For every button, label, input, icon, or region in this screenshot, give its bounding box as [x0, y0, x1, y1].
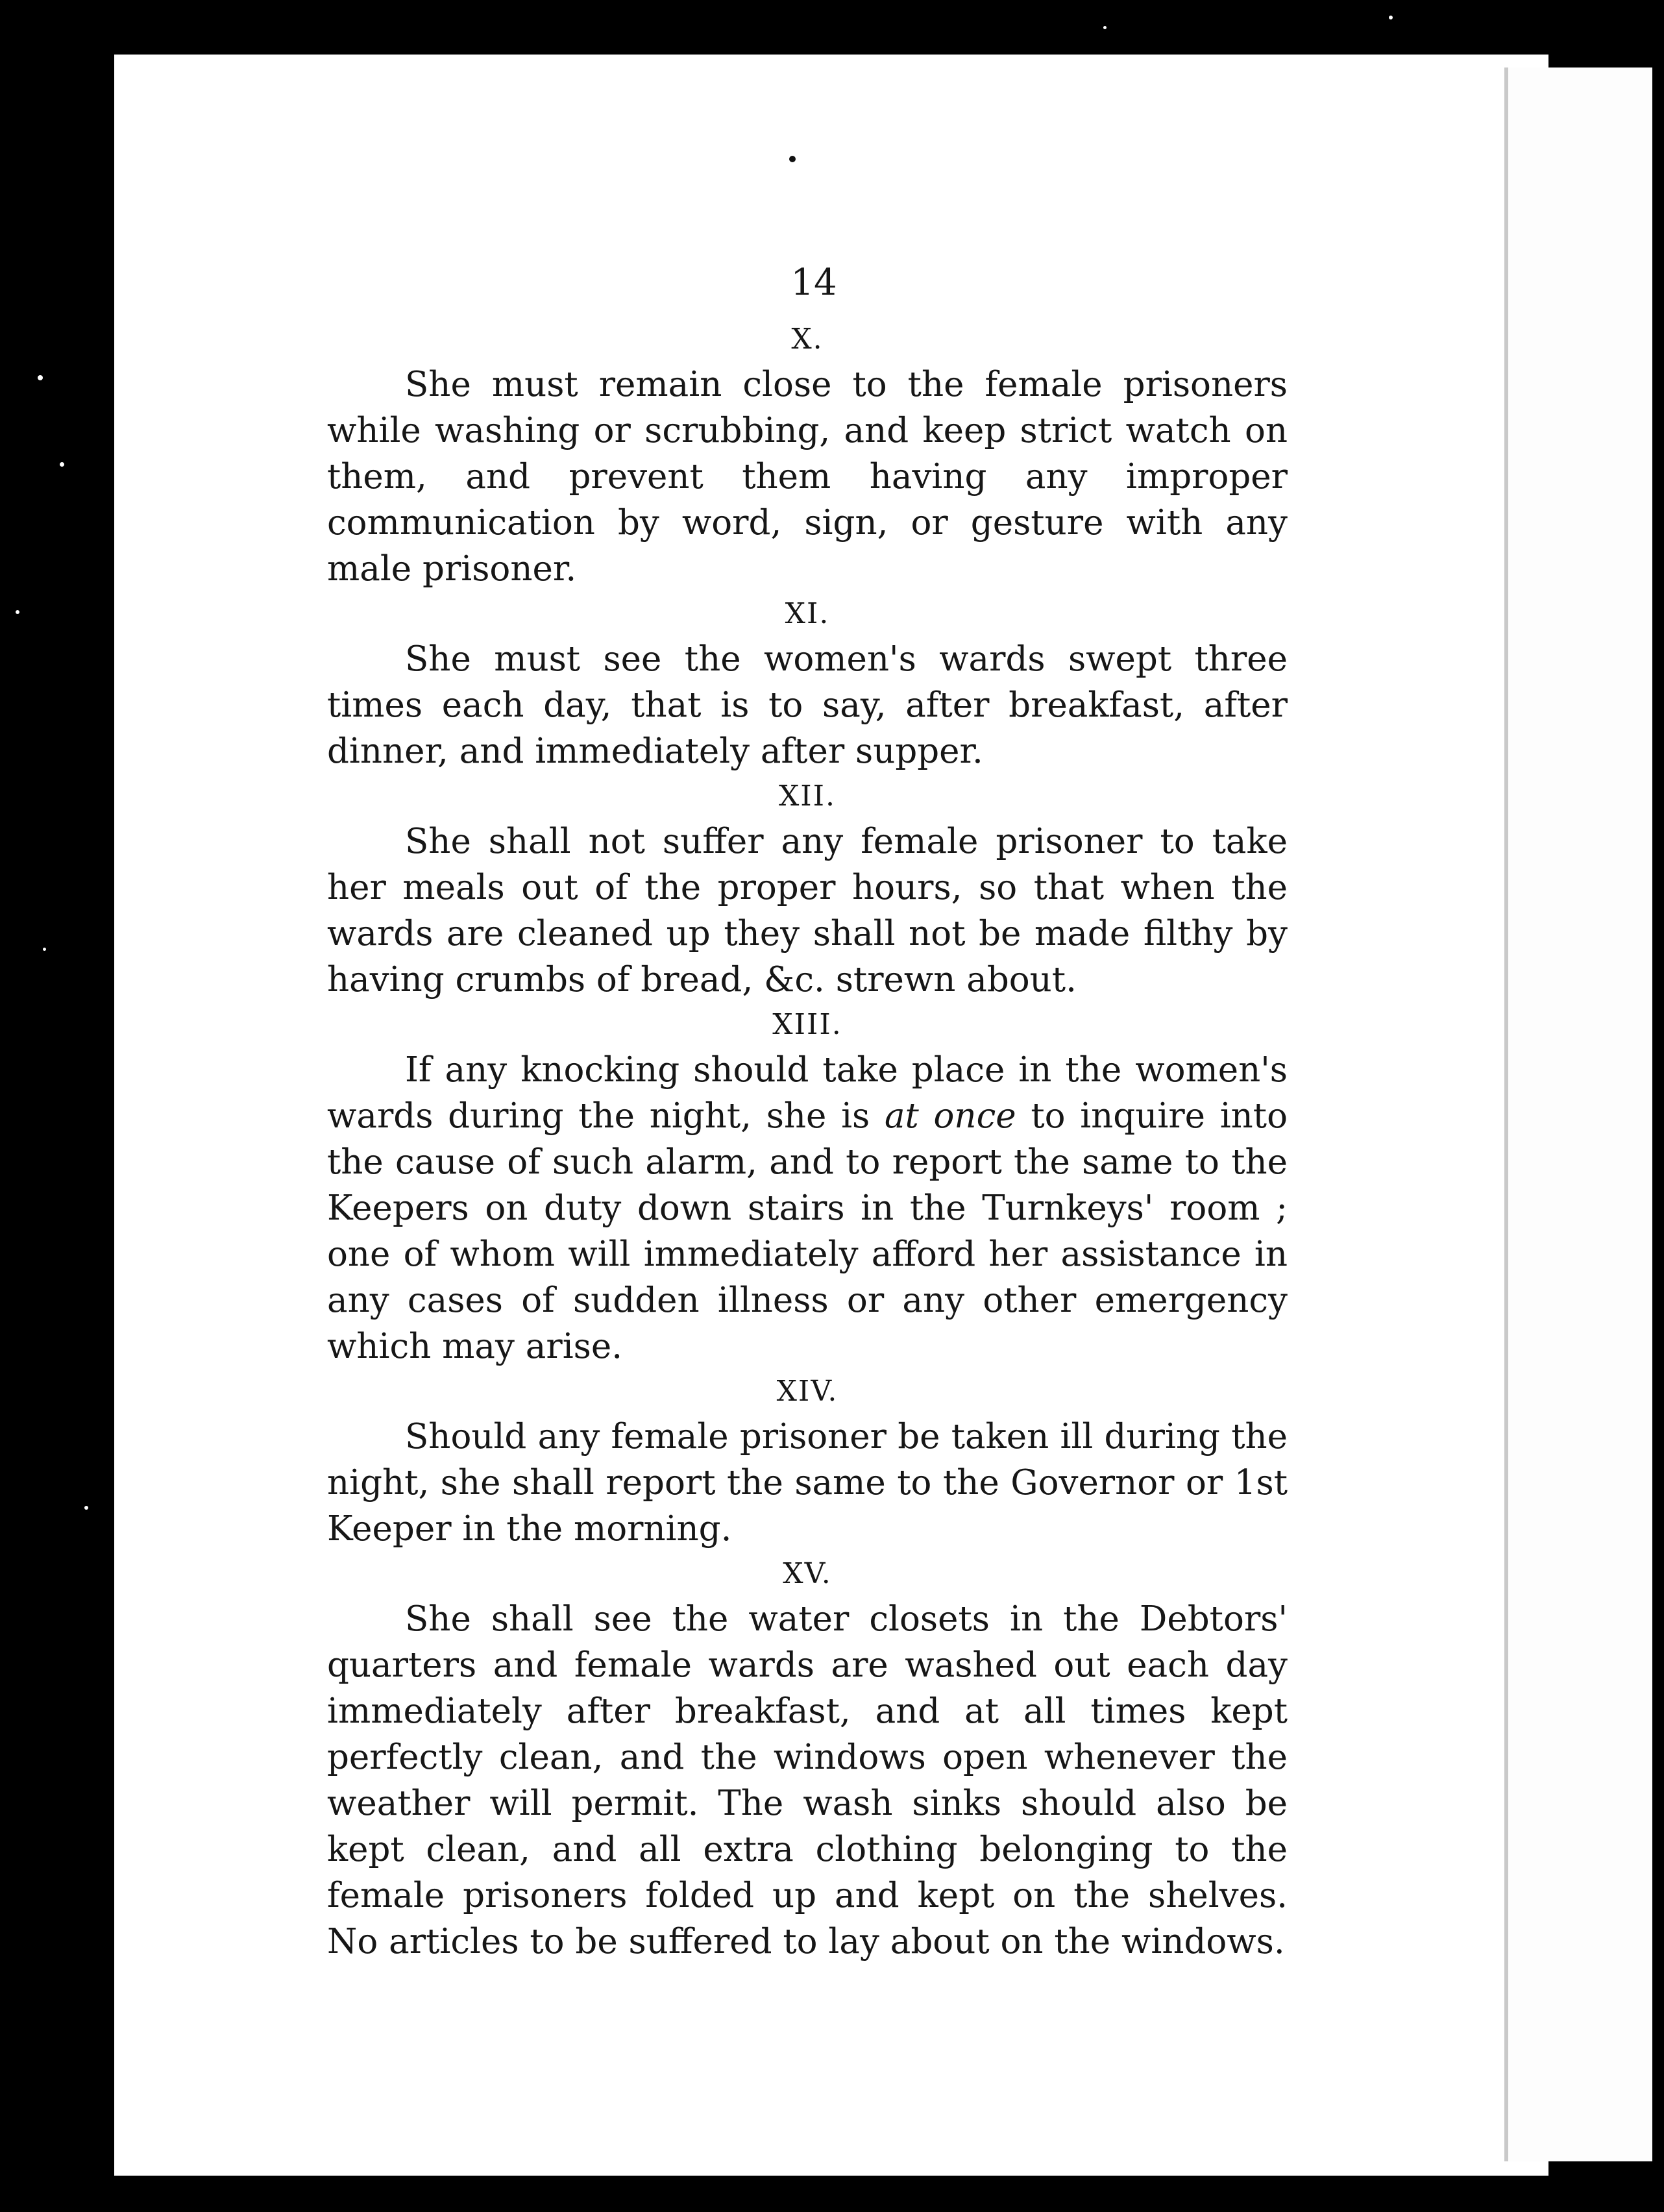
- rule-x: [327, 317, 1288, 592]
- section-numeral: XIII.: [772, 1008, 842, 1041]
- paragraph-text: If any knocking should take place in the women's wards during the night, she is: [327, 1050, 1288, 1136]
- scan-speck: [1103, 26, 1107, 29]
- section-paragraph: She shall not suffer any female prisoner to take her meals out of the proper hours, so that when the wards are cleaned up they shall not be made filthy by having crumbs of bread, &c. strewn about.: [327, 822, 1288, 1000]
- scan-speck: [1389, 16, 1393, 19]
- page-number: 14: [790, 262, 837, 304]
- adjacent-page-edge: [1504, 68, 1652, 2161]
- page-text: [327, 260, 1288, 1965]
- scan-speck: [84, 1506, 88, 1510]
- section-numeral: XI.: [785, 597, 830, 630]
- scan-speck: [43, 948, 46, 951]
- section-paragraph: Should any female prisoner be taken ill during the night, she shall report the same to the Governor or 1st Keeper in the morning.: [327, 1417, 1288, 1549]
- rule-xv: [327, 1552, 1288, 1965]
- section-numeral: X.: [791, 323, 824, 356]
- section-numeral: XV.: [783, 1557, 832, 1590]
- ink-dot: [789, 156, 796, 162]
- section-paragraph: She must see the women's wards swept three times each day, that is to say, after breakfast, after dinner, and immediately after supper.: [327, 639, 1288, 771]
- section-numeral: XII.: [778, 780, 837, 813]
- rule-xi: [327, 592, 1288, 774]
- section-paragraph: She shall see the water closets in the Debtors' quarters and female wards are washed out each day immediately after breakfast, and at all times kept perfectly clean, and the windows open whenever the weather will permit. The wash sinks should also be kept clean, and all extra clothing belonging to the female prisoners folded up and kept on the shelves. No articles to be suffered to lay about on the windows.: [327, 1599, 1288, 1961]
- paragraph-text: to inquire into the cause of such alarm, and to report the same to the Keepers on duty down stairs in the Turnkeys' room ; one of whom will immediately afford her assistance in any cases of sudden illness or any other emergency which may arise.: [327, 1096, 1288, 1366]
- rule-xiii: [327, 1003, 1288, 1370]
- scan-speck: [16, 610, 19, 614]
- section-paragraph: [327, 1047, 1288, 1370]
- scan-speck: [60, 462, 64, 467]
- section-numeral: XIV.: [776, 1375, 838, 1408]
- emphasized-text: at once: [884, 1096, 1016, 1136]
- rule-xii: [327, 774, 1288, 1003]
- section-paragraph: She must remain close to the female prisoners while washing or scrubbing, and keep strict watch on them, and prevent them having any improper communication by word, sign, or gesture with any male prisoner.: [327, 365, 1288, 589]
- scan-speck: [38, 375, 43, 380]
- rule-xiv: [327, 1370, 1288, 1552]
